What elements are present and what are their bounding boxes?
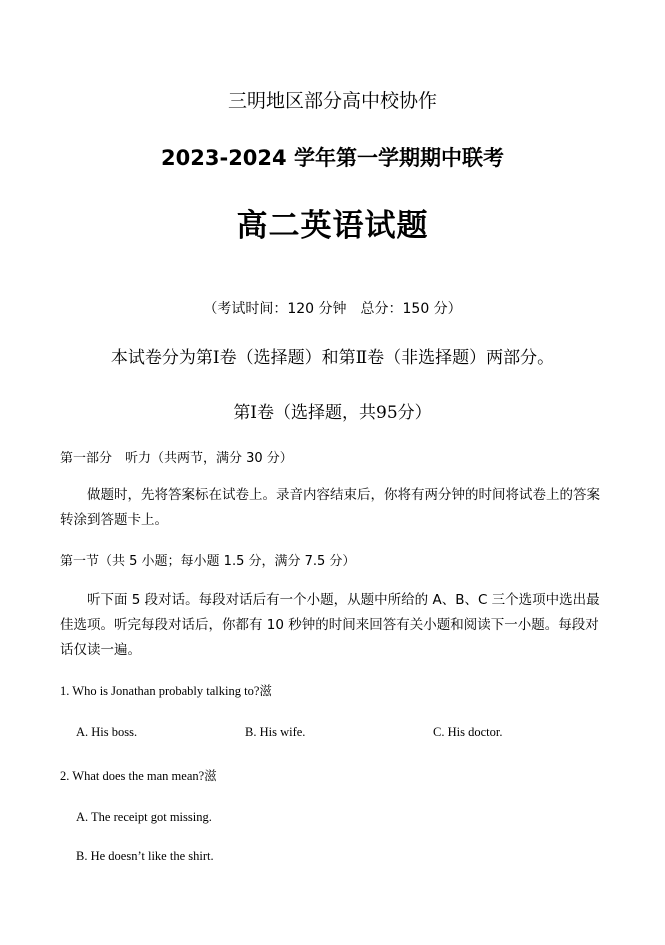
volume-heading: 第Ⅰ卷（选择题，共95分） <box>233 403 432 423</box>
question-2-option-b: B. He doesn’t like the shirt. <box>76 849 214 863</box>
section1-heading: 第一节（共 5 小题；每小题 1.5 分，满分 7.5 分） <box>60 554 356 569</box>
question-1-option-b: B. His wife. <box>245 725 306 739</box>
collaboration-header: 三明地区部分高中校协作 <box>227 90 437 112</box>
paper-description: 本试卷分为第Ⅰ卷（选择题）和第Ⅱ卷（非选择题）两部分。 <box>110 348 555 368</box>
part1-heading: 第一部分 听力（共两节，满分 30 分） <box>60 451 293 466</box>
question-1-option-c: C. His doctor. <box>433 725 503 739</box>
question-1-option-a: A. His boss. <box>76 725 138 739</box>
section1-instructions: 听下面 5 段对话。每段对话后有一个小题，从题中所给的 A、B、C 三个选项中选出最佳选项。听完每段对话后，你都有 10 秒钟的时间来回答有关小题和阅读下一小题。每段对话仅读一遍。 <box>60 592 600 658</box>
exam-info: （考试时间：120 分钟 总分：150 分） <box>203 301 462 317</box>
question-2: 2. What does the man mean?滋 <box>60 769 217 783</box>
exam-term: 2023-2024 学年第一学期期中联考 <box>161 146 504 170</box>
part1-instructions: 做题时，先将答案标在试卷上。录音内容结束后，你将有两分钟的时间将试卷上的答案转涂到答题卡上。 <box>60 487 600 528</box>
exam-title: 高二英语试题 <box>236 208 429 244</box>
question-2-option-a: A. The receipt got missing. <box>76 810 212 824</box>
question-1: 1. Who is Jonathan probably talking to?滋 <box>60 684 272 698</box>
